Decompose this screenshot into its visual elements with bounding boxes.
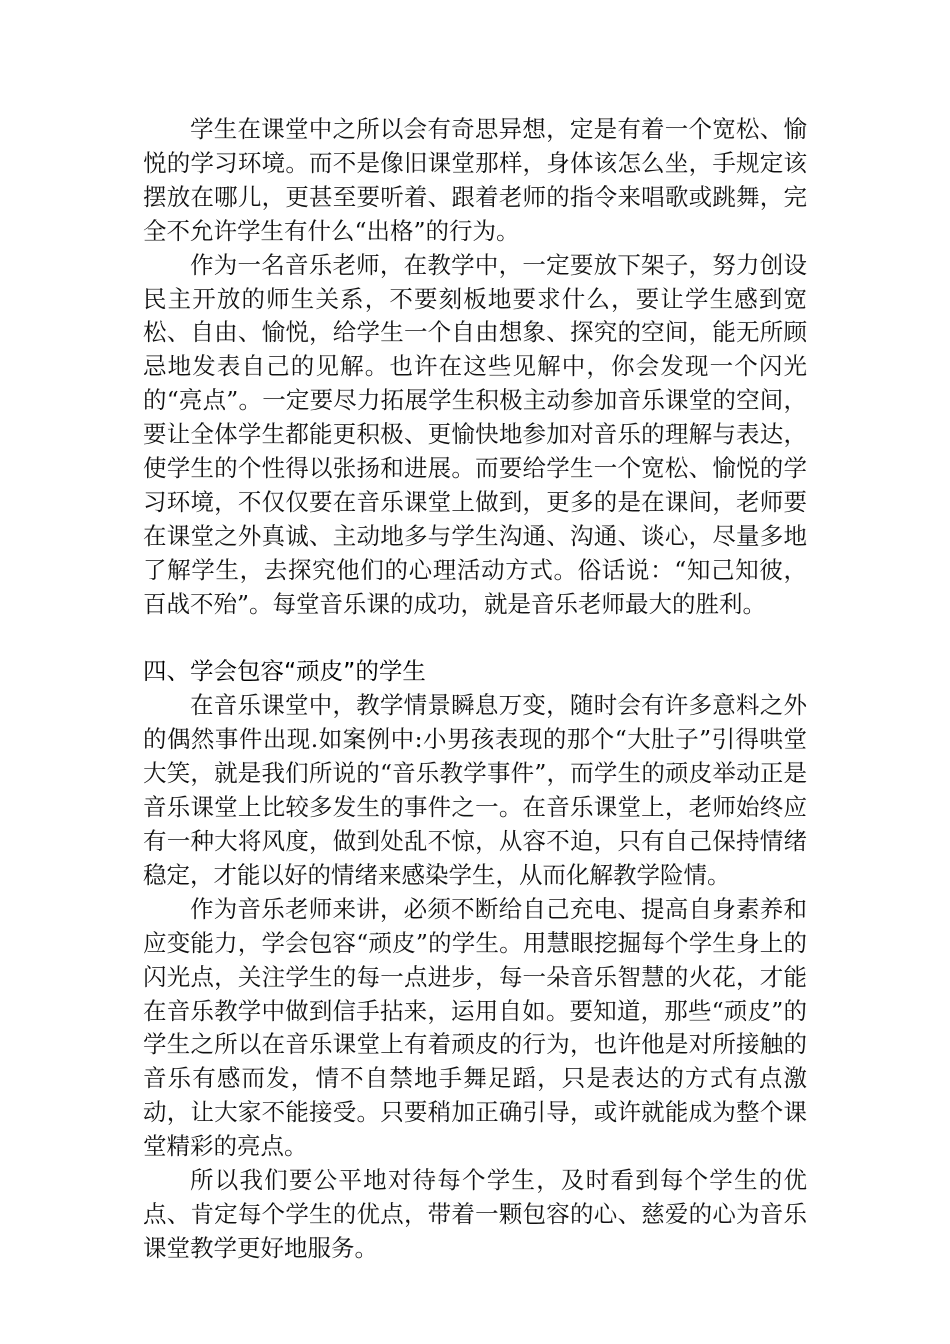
document-page — [143, 113, 807, 1266]
section-heading: 四、学会包容“顽皮”的学生 — [143, 657, 426, 686]
body-paragraph: 在音乐课堂中，教学情景瞬息万变，随时会有许多意料之外的偶然事件出现.如案例中:小男孩表现的那个“大肚子”引得哄堂大笑，就是我们所说的“音乐教学事件”，而学生的顽皮举动正是音乐课堂上比较多发生的事件之一。在音乐课堂上，老师始终应有一种大将风度，做到处乱不惊，从容不迫，只有自己保持情绪稳定，才能以好的情绪来感染学生，从而化解教学险情。 — [143, 691, 807, 889]
body-paragraph: 作为音乐老师来讲，必须不断给自己充电、提高自身素养和应变能力，学会包容“顽皮”的学生。用慧眼挖掘每个学生身上的闪光点，关注学生的每一点进步，每一朵音乐智慧的火花，才能在音乐教学中做到信手拈来，运用自如。要知道，那些“顽皮”的学生之所以在音乐课堂上有着顽皮的行为，也许他是对所接触的音乐有感而发，情不自禁地手舞足蹈，只是表达的方式有点激动，让大家不能接受。只要稍加正确引导，或许就能成为整个课堂精彩的亮点。 — [143, 894, 807, 1161]
body-paragraph: 学生在课堂中之所以会有奇思异想，定是有着一个宽松、愉悦的学习环境。而不是像旧课堂那样，身体该怎么坐，手规定该摆放在哪儿，更甚至要听着、跟着老师的指令来唱歌或跳舞，完全不允许学生有什么“出格”的行为。 — [143, 115, 807, 245]
body-paragraph: 所以我们要公平地对待每个学生，及时看到每个学生的优点、肯定每个学生的优点，带着一颗包容的心、慈爱的心为音乐课堂教学更好地服务。 — [143, 1166, 807, 1262]
body-paragraph: 作为一名音乐老师，在教学中，一定要放下架子，努力创设民主开放的师生关系，不要刻板地要求什么，要让学生感到宽松、自由、愉悦，给学生一个自由想象、探究的空间，能无所顾忌地发表自己的见解。也许在这些见解中，你会发现一个闪光的“亮点”。一定要尽力拓展学生积极主动参加音乐课堂的空间，要让全体学生都能更积极、更愉快地参加对音乐的理解与表达，使学生的个性得以张扬和进展。而要给学生一个宽松、愉悦的学习环境，不仅仅要在音乐课堂上做到，更多的是在课间，老师要在课堂之外真诚、主动地多与学生沟通、沟通、谈心，尽量多地了解学生，去探究他们的心理活动方式。俗话说：“知己知彼，百战不殆”。每堂音乐课的成功，就是音乐老师最大的胜利。 — [143, 250, 807, 618]
paragraph-spacer — [143, 622, 807, 656]
